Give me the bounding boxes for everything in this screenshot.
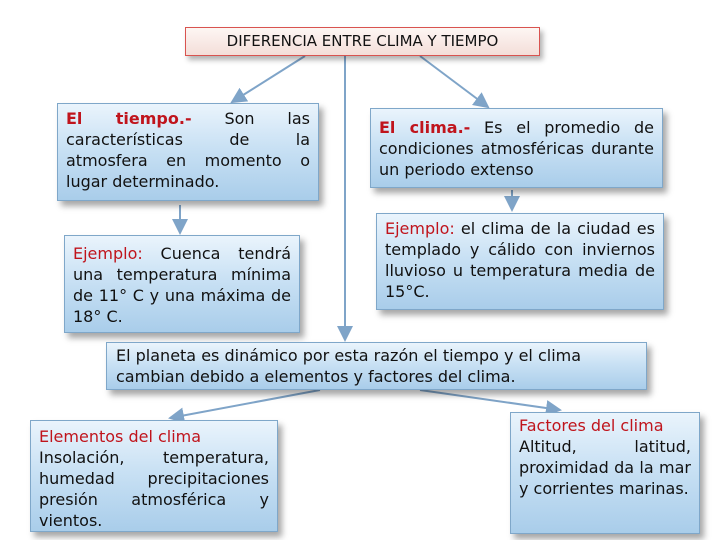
ejemplo-tiempo-label: Ejemplo: xyxy=(73,244,143,263)
ejemplo-clima-text: el clima de la ciudad es templado y cálido con inviernos lluvioso u temperatura media de 15°C. xyxy=(385,219,655,301)
ejemplo-clima-box xyxy=(376,213,664,310)
title-text: DIFERENCIA ENTRE CLIMA Y TIEMPO xyxy=(226,32,499,50)
factores-text: Altitud, latitud, proximidad da la mar y corrientes marinas. xyxy=(519,437,691,498)
elementos-label: Elementos del clima xyxy=(39,427,202,446)
ejemplo-tiempo-box xyxy=(64,235,300,333)
arrow-planeta-to-elementos xyxy=(170,390,320,418)
factores-label: Factores del clima xyxy=(519,416,664,435)
planeta-text: El planeta es dinámico por esta razón el tiempo y el clima cambian debido a elementos y factores del clima. xyxy=(116,346,582,386)
arrow-title-to-tiempo xyxy=(232,56,305,102)
tiempo-text: Son las características de la atmosfera en momento o lugar determinado. xyxy=(66,109,311,191)
clima-text: Es el promedio de condiciones atmosféricas durante un periodo extenso xyxy=(379,118,655,179)
arrow-title-to-clima xyxy=(420,56,488,107)
planeta-box xyxy=(106,342,647,390)
tiempo-definition-box xyxy=(57,103,319,201)
elementos-box xyxy=(30,420,278,532)
clima-term: El clima.- xyxy=(379,118,471,137)
arrow-planeta-to-factores xyxy=(420,390,560,410)
elementos-text: Insolación, temperatura, humedad precipitaciones presión atmosférica y vientos. xyxy=(39,448,269,530)
factores-box xyxy=(510,412,700,534)
page-title xyxy=(185,27,540,56)
ejemplo-tiempo-text: Cuenca tendrá una temperatura mínima de 11° C y una máxima de 18° C. xyxy=(73,244,291,326)
ejemplo-clima-label: Ejemplo: xyxy=(385,219,455,238)
tiempo-term: El tiempo.- xyxy=(66,109,192,128)
clima-definition-box xyxy=(370,108,663,188)
